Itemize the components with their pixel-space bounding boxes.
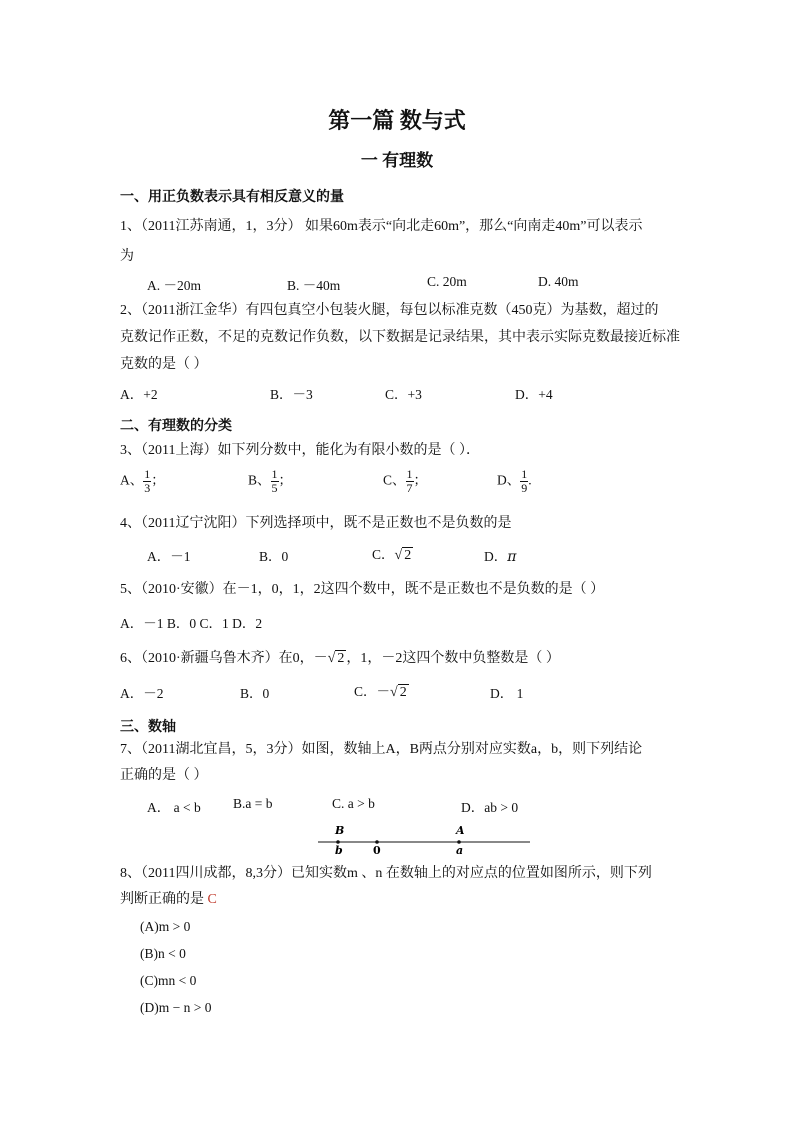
q3-d-label: D、 (497, 472, 521, 488)
q8-answer: C (207, 892, 217, 907)
radicand: 2 (404, 548, 412, 563)
q6-option-d: D． 1 (490, 686, 524, 701)
fraction-one-fifth (271, 468, 279, 495)
q2-option-b: B．－3 (270, 387, 313, 402)
question-3-text: 3、（2011上海）如下列分数中，能化为有限小数的是（ ）． (120, 443, 480, 458)
label-a: a (456, 844, 464, 857)
label-b: b (335, 844, 343, 857)
q3-d-sep: . (528, 472, 532, 488)
question-2-text-end: 克数的是（ ） (120, 357, 208, 372)
section-heading-3: 三、数轴 (120, 720, 176, 735)
section-heading-2: 二、有理数的分类 (120, 419, 232, 434)
q7-option-d: D．ab > 0 (461, 800, 519, 815)
q4-option-d (484, 545, 516, 565)
fraction-one-seventh (406, 468, 414, 495)
frac-num: 1 (271, 467, 278, 481)
q6-option-c (354, 680, 409, 701)
sqrt-two: √ 2 (327, 651, 345, 666)
radicand: 2 (399, 685, 407, 700)
label-zero: 0 (373, 844, 381, 857)
label-B: B (335, 824, 345, 837)
q2-option-c: C．+3 (385, 387, 422, 402)
sqrt-two: √ 2 (390, 685, 407, 700)
question-6-text (120, 645, 560, 672)
q3-c-label: C、 (383, 472, 406, 488)
question-8-text-cont (120, 886, 217, 913)
question-4-text: 4、（2011辽宁沈阳）下列选择项中，既不是正数也不是负数的是 (120, 516, 512, 531)
q8-text-pre: 判断正确的是 (120, 892, 208, 907)
q3-b-sep: ； (278, 472, 293, 488)
q1-option-d: D. 40m (538, 274, 579, 289)
sqrt-two: √ 2 (394, 548, 412, 563)
q7-option-a: A． a < b (147, 800, 201, 815)
q4-d-label: D． (484, 549, 508, 564)
question-2-text: 2、（2011浙江金华）有四包真空小包装火腿，每包以标准克数（450克）为基数，超过的 (120, 303, 659, 318)
q4-c-label: C． (372, 547, 395, 562)
frac-num: 1 (144, 467, 151, 481)
q7-option-b: B.a = b (233, 796, 273, 811)
section-heading-1: 一、用正负数表示具有相反意义的量 (120, 190, 344, 205)
number-line-figure (316, 820, 536, 860)
frac-den: 3 (144, 481, 151, 495)
chapter-subtitle: 一 有理数 (360, 151, 434, 170)
question-5-text: 5、（2010·安徽）在－1，0，1，2这四个数中，既不是正数也不是负数的是（ ） (120, 582, 605, 597)
label-A: A (456, 824, 465, 837)
q1-option-b: B. －40m (287, 278, 341, 293)
frac-num: 1 (521, 467, 528, 481)
question-2-text-cont: 克数记作正数，不足的克数记作负数，以下数据是记录结果，其中表示实际克数最接近标准 (120, 330, 680, 345)
q4-option-b: B．0 (259, 549, 289, 564)
frac-den: 7 (406, 481, 413, 495)
q3-option-d (497, 468, 532, 495)
q3-b-label: B、 (248, 472, 271, 488)
q6-text-pre: 6、（2010·新疆乌鲁木齐）在0，－ (120, 651, 328, 666)
q3-option-a (120, 468, 165, 495)
q6-option-a: A．－2 (120, 686, 164, 701)
frac-den: 5 (271, 481, 278, 495)
q5-options: A．－1 B．0 C．1 D．2 (120, 616, 263, 631)
q1-option-c: C. 20m (427, 274, 467, 289)
question-1-text: 1、（2011江苏南通，1，3分） 如果60m表示“向北走60m”，那么“向南走40m”可以表示 (120, 219, 643, 234)
q3-option-c (383, 468, 427, 495)
q4-option-c (372, 543, 413, 564)
q7-option-c: C. a > b (332, 796, 375, 811)
q3-option-b (248, 468, 292, 495)
q8-option-d: (D)m − n > 0 (140, 1000, 212, 1015)
question-8-text: 8、（2011四川成都，8,3分）已知实数m 、n 在数轴上的对应点的位置如图所示，则下列 (120, 866, 652, 881)
question-7-text-cont: 正确的是（ ） (120, 768, 208, 783)
q2-option-a: A．+2 (120, 387, 158, 402)
frac-den: 9 (521, 481, 528, 495)
q6-option-b: B．0 (240, 686, 270, 701)
page-title: 第一篇 数与式 (328, 108, 466, 133)
q8-option-c: (C)mn < 0 (140, 973, 197, 988)
q8-option-b: (B)n < 0 (140, 946, 186, 961)
question-7-text: 7、（2011湖北宜昌，5，3分）如图，数轴上A，B两点分别对应实数a，b，则下列结论 (120, 742, 643, 757)
q1-option-a: A. －20m (147, 278, 201, 293)
q8-option-a: (A)m > 0 (140, 919, 191, 934)
q6-c-label: C．－ (354, 684, 391, 699)
radicand: 2 (337, 651, 345, 666)
q3-c-sep: ； (413, 472, 428, 488)
pi-symbol: π (507, 549, 517, 565)
q3-a-sep: ； (151, 472, 165, 488)
q6-text-post: ，1，－2这四个数中负整数是（ ） (346, 651, 560, 666)
question-1-text-cont: 为 (120, 249, 134, 264)
q2-option-d: D．+4 (515, 387, 553, 402)
frac-num: 1 (406, 467, 413, 481)
q4-option-a: A．－1 (147, 549, 191, 564)
q3-a-label: A、 (120, 472, 144, 488)
